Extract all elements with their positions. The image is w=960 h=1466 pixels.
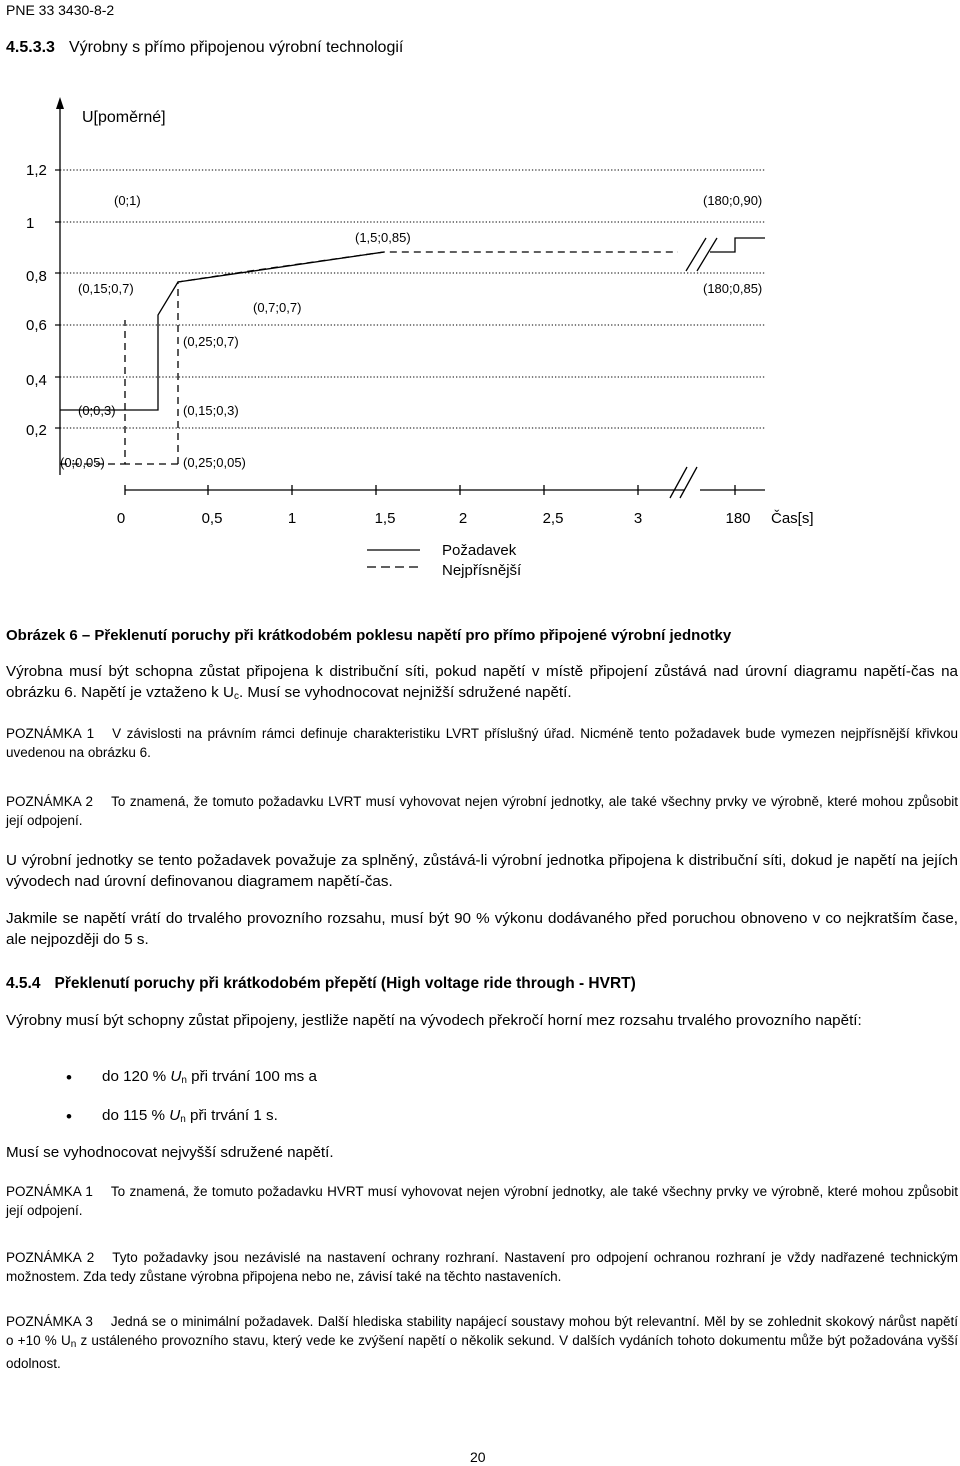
paragraph: Musí se vyhodnocovat nejvyšší sdružené napětí. [6, 1144, 334, 1161]
point-label: (0;0,05) [60, 455, 105, 470]
section-heading [6, 39, 403, 57]
note: POZNÁMKA 3 Jedná se o minimální požadavek. Další hlediska stability napájecí soustavy mohou být relevantní. Měl by se zohlednit skokový nárůst napětí o +10 % $U_n$ z ustáleného provozního stavu, který vede ke zvýšení napětí o několik sekund. V dalších vydáních tohoto dokumentu může být požadována vyšší odolnost. [6, 1314, 958, 1371]
section-title: Překlenutí poruchy při krátkodobém přepětí (High voltage ride through - HVRT) [54, 975, 636, 992]
x-tick-label: 0,5 [201, 510, 223, 527]
point-label: (0;1) [114, 193, 141, 208]
series-pozadavek [60, 252, 384, 410]
note-text: Tyto požadavky jsou nezávislé na nastavení ochrany rozhraní. Nastavení pro odpojení ochranou rozhraní je vždy nadřazené technickým možnostem. Zda tedy zůstane výrobna připojena nebo ne, závisí také na těchto nastaveních. [6, 1250, 958, 1284]
x-tick-label: 2,5 [542, 510, 564, 527]
note-label: POZNÁMKA 3 [6, 1314, 93, 1329]
note [6, 724, 958, 762]
paragraph: Jakmile se napětí vrátí do trvalého provozního rozsahu, musí být 90 % výkonu dodávaného před poruchou obnoveno v co nejkratším čase, ale nejpozději do 5 s. [6, 910, 958, 948]
section-number: 4.5.4 [6, 975, 41, 992]
gridlines [60, 170, 765, 428]
y-tick-label: 1 [26, 215, 35, 232]
y-tick-label: 0,4 [26, 372, 47, 389]
note-label: POZNÁMKA 2 [6, 794, 94, 809]
bullet-icon: • [66, 1068, 72, 1087]
note-text: V závislosti na právním rámci definuje charakteristiku LVRT příslušný úřad. Nicméně tento požadavek bude vymezen nejpřísnější křivkou uvedenou na obrázku 6. [6, 726, 958, 760]
point-label: (0,7;0,7) [253, 300, 302, 315]
note [6, 1248, 958, 1286]
note-label: POZNÁMKA 2 [6, 1250, 95, 1265]
paragraph: Výrobna musí být schopna zůstat připojena k distribuční síti, pokud napětí v místě připojení zůstává nad úrovní diagramu napětí-čas na obrázku 6. Napětí je vztaženo k $U_c$. Musí se vyhodnocovat nejnižší sdružené napětí. [6, 663, 958, 702]
y-tick-label: 1,2 [26, 162, 47, 179]
paragraph: U výrobní jednotky se tento požadavek považuje za splněný, zůstává-li výrobní jednotka připojena k distribuční síti, dokud je napětí na jejích vývodech nad úrovní definovanou diagramem napětí-čas. [6, 852, 958, 890]
figure-caption [6, 627, 731, 644]
x-axis-label: Čas[s] [771, 510, 814, 527]
point-label: (0;0,3) [78, 403, 116, 418]
x-tick-label: 0 [116, 510, 126, 527]
y-tick-label: 0,6 [26, 317, 47, 334]
y-axis-label: U[poměrné] [82, 109, 166, 126]
x-tick-label: 2 [458, 510, 468, 527]
axis-break-mark [686, 238, 706, 271]
x-tick-label: 1 [287, 510, 297, 527]
y-tick-label: 0,8 [26, 268, 47, 285]
section-heading [6, 975, 636, 993]
document-header: PNE 33 3430-8-2 [6, 2, 115, 18]
note-text: To znamená, že tomuto požadavku HVRT musí vyhovovat nejen výrobní jednotky, ale také všechny prvky ve výrobně, které mohou způsobit její odpojení. [6, 1184, 958, 1218]
paragraph: Výrobny musí být schopny zůstat připojeny, jestliže napětí na vývodech překročí horní mez rozsahu trvalého provozního napětí: [6, 1012, 862, 1029]
section-number: 4.5.3.3 [6, 39, 55, 56]
y-tick-label: 0,2 [26, 422, 47, 439]
page-number: 20 [470, 1449, 486, 1465]
section-title: Výrobny s přímo připojenou výrobní technologií [68, 39, 404, 56]
note-text: To znamená, že tomuto požadavku LVRT musí vyhovovat nejen výrobní jednotky, ale také všechny prvky ve výrobně, které mohou způsobit její odpojení. [6, 794, 958, 828]
y-ticks [26, 162, 47, 439]
point-label: (0,15;0,7) [78, 281, 134, 296]
point-label: (0,25;0,7) [183, 334, 239, 349]
point-label: (180;0,85) [703, 281, 763, 296]
bullet-icon: • [66, 1107, 72, 1126]
note [6, 792, 958, 830]
axis-break-mark [680, 467, 697, 498]
x-tick-label: 3 [633, 510, 643, 527]
point-label: (1,5;0,85) [355, 230, 411, 245]
lvrt-chart [0, 95, 960, 595]
note-label: POZNÁMKA 1 [6, 726, 95, 741]
legend-label: Požadavek [442, 542, 517, 559]
axis-break-mark [670, 467, 687, 498]
point-label: (0,25;0,05) [183, 455, 246, 470]
axis-break-mark [697, 238, 717, 271]
caption-text: Překlenutí poruchy při krátkodobém poklesu napětí pro přímo připojené výrobní jednotky [94, 627, 732, 644]
caption-dash: – [81, 627, 91, 644]
note-label: POZNÁMKA 1 [6, 1184, 93, 1199]
x-tick-label: 180 [725, 510, 751, 527]
note [6, 1182, 958, 1220]
legend-label: Nejpřísnější [442, 562, 522, 579]
caption-label: Obrázek 6 [6, 627, 78, 644]
x-tick-label: 1,5 [374, 510, 396, 527]
series-pozadavek [710, 238, 765, 252]
y-axis-arrow [56, 97, 64, 109]
point-label: (180;0,90) [703, 193, 763, 208]
series-nejprisnejsi [178, 252, 678, 464]
y-tick-marks [55, 170, 60, 428]
point-label: (0,15;0,3) [183, 403, 239, 418]
